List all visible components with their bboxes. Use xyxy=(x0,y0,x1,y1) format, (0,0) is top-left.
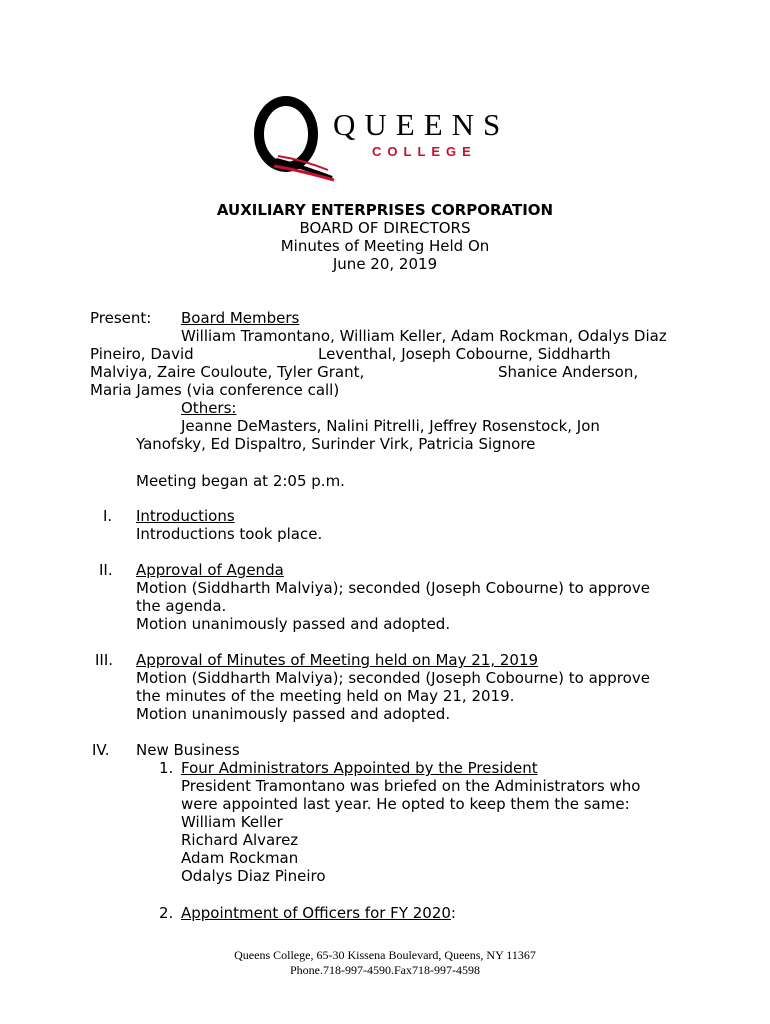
section-numeral: III. xyxy=(95,651,114,669)
item-title-suffix: : xyxy=(450,904,456,922)
others-heading: Others: xyxy=(181,399,237,417)
item-title-administrators: Four Administrators Appointed by the President xyxy=(181,759,538,777)
present-label: Present: xyxy=(90,309,152,327)
item-title-officers: Appointment of Officers for FY 2020 xyxy=(181,904,451,922)
meeting-start-time: Meeting began at 2:05 p.m. xyxy=(136,472,345,490)
section-title-new-business: New Business xyxy=(136,741,240,759)
board-members-line: Leventhal, Joseph Cobourne, Siddharth xyxy=(318,345,611,363)
item-line: President Tramontano was briefed on the Administrators who xyxy=(181,777,641,795)
item-line: Richard Alvarez xyxy=(181,831,299,849)
section-line: Motion (Siddharth Malviya); seconded (Joseph Cobourne) to approve xyxy=(136,669,650,687)
item-line: were appointed last year. He opted to keep them the same: xyxy=(181,795,630,813)
minutes-subtitle: Minutes of Meeting Held On xyxy=(280,237,490,255)
logo-queens-text: QUEENS xyxy=(333,107,510,142)
board-members-line: Maria James (via conference call) xyxy=(90,381,340,399)
section-line: the minutes of the meeting held on May 21, 2019. xyxy=(136,687,515,705)
meeting-date: June 20, 2019 xyxy=(332,255,438,273)
section-title-minutes: Approval of Minutes of Meeting held on May 21, 2019 xyxy=(136,651,539,669)
item-line: Odalys Diaz Pineiro xyxy=(181,867,326,885)
board-members-line: Pineiro, David xyxy=(90,345,194,363)
item-line: William Keller xyxy=(181,813,283,831)
others-line: Jeanne DeMasters, Nalini Pitrelli, Jeffrey Rosenstock, Jon xyxy=(181,417,600,435)
others-line: Yanofsky, Ed Dispaltro, Surinder Virk, Patricia Signore xyxy=(136,435,536,453)
item-number: 2. xyxy=(159,904,174,922)
section-numeral: I. xyxy=(103,507,113,525)
board-members-line: Malviya, Zaire Couloute, Tyler Grant, xyxy=(90,363,365,381)
section-line: the agenda. xyxy=(136,597,227,615)
footer-address: Queens College, 65-30 Kissena Boulevard, Queens, NY 11367 xyxy=(234,948,536,962)
queens-q-icon xyxy=(248,96,338,186)
board-members-line: William Tramontano, William Keller, Adam Rockman, Odalys Diaz xyxy=(181,327,667,345)
org-title: AUXILIARY ENTERPRISES CORPORATION xyxy=(216,201,554,219)
section-title-introductions: Introductions xyxy=(136,507,235,525)
section-line: Motion unanimously passed and adopted. xyxy=(136,615,451,633)
section-line: Motion (Siddharth Malviya); seconded (Joseph Cobourne) to approve xyxy=(136,579,650,597)
logo-college-text: COLLEGE xyxy=(372,144,477,159)
item-line: Adam Rockman xyxy=(181,849,299,867)
section-line: Motion unanimously passed and adopted. xyxy=(136,705,451,723)
section-line: Introductions took place. xyxy=(136,525,323,543)
section-numeral: II. xyxy=(99,561,113,579)
board-members-line: Shanice Anderson, xyxy=(498,363,639,381)
item-number: 1. xyxy=(159,759,174,777)
item-title-officers-row xyxy=(181,904,456,922)
section-title-agenda: Approval of Agenda xyxy=(136,561,284,579)
board-members-heading: Board Members xyxy=(181,309,300,327)
footer-phone: Phone.718-997-4590.Fax718-997-4598 xyxy=(290,963,480,977)
section-numeral: IV. xyxy=(92,741,110,759)
board-title: BOARD OF DIRECTORS xyxy=(299,219,471,237)
